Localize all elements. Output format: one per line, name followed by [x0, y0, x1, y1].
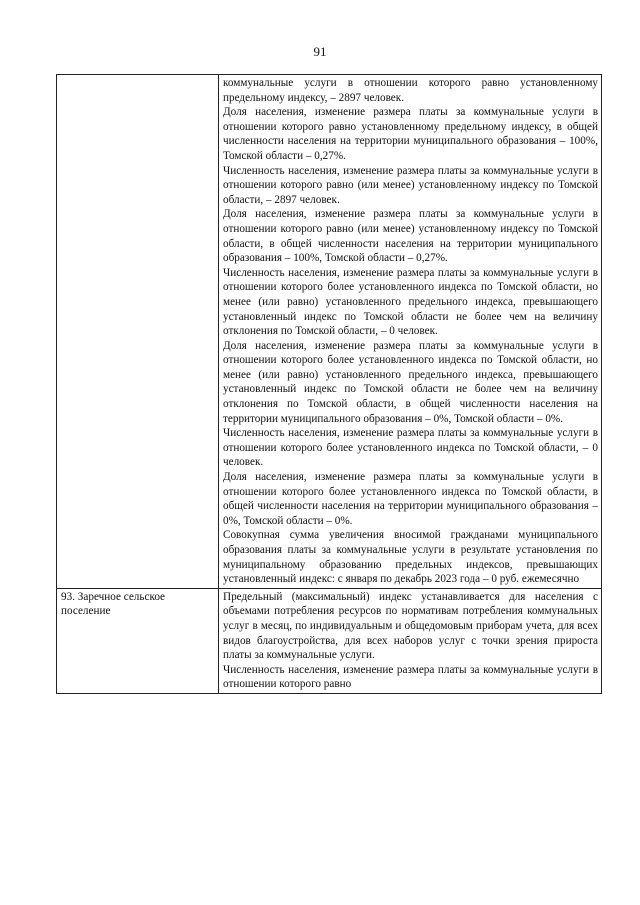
paragraph: Численность населения, изменение размера платы за коммунальные услуги в отношении которого равно — [223, 663, 598, 691]
paragraph: Доля населения, изменение размера платы за коммунальные услуги в отношении которого более установленного индекса по Томской области, но менее (или равно) установленного предельного индекса, превышающего установленный индекс по Томской области не более чем на величину отклонения по Томской области, в общей численности населения на территории муниципального образования – 0%, Томской области – 0%. — [223, 339, 598, 425]
paragraph: Доля населения, изменение размера платы за коммунальные услуги в отношении которого равно (или менее) установленному индексу по Томской области, в общей численности населения на территории муниципального образования – 100%, Томской области – 0,27%. — [223, 208, 598, 265]
paragraph: Предельный (максимальный) индекс устанавливается для населения с объемами потребления ресурсов по нормативам потребления коммунальных услуг в месяц, по индивидуальным и общедомовым приборам учета, для всех видов благоустройства, для всех наборов услуг с точки зрения прироста платы за коммунальные услуги. — [223, 590, 598, 662]
municipality-cell: 93. Заречное сельское поселение — [57, 588, 219, 693]
paragraph: Численность населения, изменение размера платы за коммунальные услуги в отношении которого более установленного индекса по Томской области, но менее (или равно) установленного предельного индекса, превышающего установленный индекс по Томской области не более чем на величину отклонения по Томской области, – 0 человек. — [223, 266, 598, 338]
paragraph: Численность населения, изменение размера платы за коммунальные услуги в отношении которого равно (или менее) установленному индексу по Томской области, – 2897 человек. — [223, 164, 598, 206]
paragraph: Численность населения, изменение размера платы за коммунальные услуги в отношении которого более установленного индекса по Томской области, – 0 человек. — [223, 427, 598, 469]
municipal-index-table — [56, 74, 602, 694]
table-row — [57, 588, 602, 693]
paragraph: коммунальные услуги в отношении которого равно установленному предельному индексу, – 2897 человек. — [223, 77, 598, 104]
paragraph: Доля населения, изменение размера платы за коммунальные услуги в отношении которого равно установленному предельному индексу, в общей численности населения на территории муниципального образования – 100%, Томской области – 0,27%. — [223, 106, 598, 162]
paragraph: Совокупная сумма увеличения вносимой гражданами муниципального образования платы за коммунальные услуги в результате установления по муниципальному образованию предельных индексов, превышающих установленный индекс: с января по декабрь 2023 года – 0 руб. ежемесячно — [223, 529, 598, 586]
page-number: 91 — [313, 44, 327, 59]
paragraph: Доля населения, изменение размера платы за коммунальные услуги в отношении которого более установленного индекса по Томской области, в общей численности населения на территории муниципального образования – 0%, Томской области – 0%. — [223, 471, 598, 527]
description-cell — [219, 75, 602, 589]
municipality-cell — [57, 75, 219, 589]
description-cell — [219, 588, 602, 693]
table-row — [57, 75, 602, 589]
